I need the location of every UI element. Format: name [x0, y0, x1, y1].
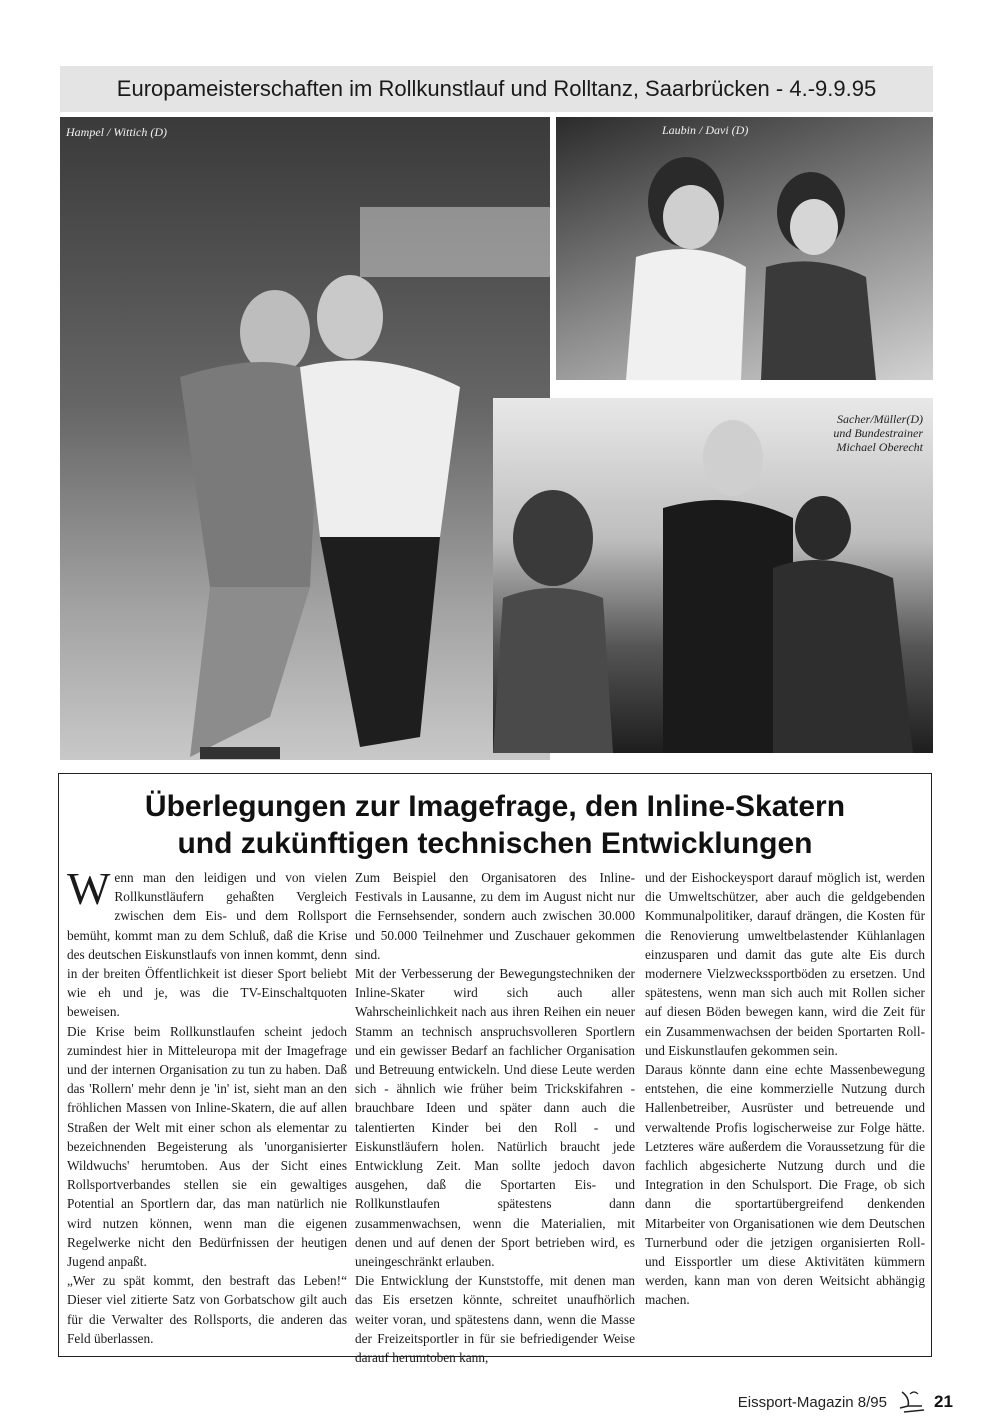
paragraph: Die Entwicklung der Kunststoffe, mit denen man das Eis ersetzen könnte, schreitet unaufhörlich weiter voran, und spätestens dann, wenn die Masse der Freizeitsportler in für sie befriedigender Weise darauf herumtoben kann,	[355, 1273, 635, 1366]
page-title: Europameisterschaften im Rollkunstlauf und Rolltanz, Saarbrücken - 4.-9.9.95	[116, 76, 877, 101]
article-column-2	[355, 868, 635, 1367]
article-column-1	[67, 863, 347, 1348]
photo-sacher-mueller	[493, 398, 933, 753]
paragraph: „Wer zu spät kommt, den bestraft das Leben!“ Dieser viel zitierte Satz von Gorbatschow gilt auch für die Verwalter des Rollsports, die anderen das Feld überlassen.	[67, 1273, 347, 1346]
page-title-banner	[60, 66, 933, 112]
headline-line: und zukünftigen technischen Entwicklungen	[177, 827, 813, 860]
skaters-illustration	[60, 117, 550, 760]
photo-caption: Hampel / Wittich (D)	[66, 125, 167, 139]
article-headline	[59, 788, 931, 862]
caption-line: Sacher/Müller(D)	[837, 412, 923, 426]
photo-laubin-davi	[556, 117, 933, 380]
page-number: 21	[934, 1392, 953, 1411]
headline-line: Überlegungen zur Imagefrage, den Inline-Skatern	[144, 790, 846, 823]
paragraph: Zum Beispiel den Organisatoren des Inline-Festivals in Lausanne, zu dem im August nicht nur die Fernsehsender, sondern auch zwischen 30.000 und 50.000 Teilnehmer und Zuschauer gekommen sind.	[355, 870, 635, 962]
skaters-illustration	[556, 117, 933, 380]
paragraph: Mit der Verbesserung der Bewegungstechniken der Inline-Skater wird sich auch aller Wahrscheinlichkeit nach aus ihren Reihen ein neuer Stamm an technisch anspruchsvolleren Sportlern und ein gewisser Bedarf an fachlicher Organisation und Betreuung entwickeln. Und diese Leute werden sich - ähnlich wie früher beim Trickskifahren - brauchbare Ideen und später dann auch die talentierten Kinder bei den Roll - und Eiskunstläufern holen. Natürlich braucht jede Entwicklung Zeit. Man sollte jedoch davon ausgehen, daß die Sportarten Eis- und Rollkunstlaufen spätestens dann zusammenwachsen, wenn die Materialien, mit denen und auf denen der Sport betrieben wird, es uneingeschränkt erlauben.	[355, 966, 635, 1270]
photo-caption: Laubin / Davi (D)	[662, 123, 749, 137]
photo-caption	[833, 412, 923, 454]
article-column-3	[645, 868, 925, 1310]
paragraph: Wenn man den leidigen und von vielen Rollkunstläufern gehaßten Vergleich zwischen dem Eis- und dem Rollsport bemüht, kommt man zu dem Schluß, daß die Krise des deutschen Eiskunstlaufs von innen kommt, denn in der breiten Öffentlichkeit ist dieser Sport beliebt wie eh und je, was die TV-Einschaltquoten beweisen.	[67, 863, 347, 1020]
paragraph: Daraus könnte dann eine echte Massenbewegung entstehen, die eine kommerzielle Nutzung durch Hallenbetreiber, Ausrüster und betreuende und verwaltende Profis logischerweise zur Folge hätte. Letzteres wäre außerdem die Voraussetzung für die fachlich abgesicherte Nutzung durch und die Integration in den Schulsport. Die Frage, ob sich dann die sportartübergreifend denkenden Mitarbeiter von Organisationen wie dem Deutschen Turnerbund oder die jetzigen organisierten Roll- und Eissportler um diese Aktivitäten kümmern werden, kann man von deren Weitsicht abhängig machen.	[645, 1062, 925, 1308]
paragraph: Die Krise beim Rollkunstlaufen scheint jedoch zumindest hier in Mitteleuropa mit der Imagefrage und der internen Organisation zu tun zu haben. Daß das 'Rollern' mehr denn je 'in' ist, sieht man an den fröhlichen Massen von Inline-Skatern, die auf allen Straßen der Welt mit einer schon als elementar zu bezeichnenden Begeisterung als 'unorganisierter Wildwuchs' herumtoben. Aus der Sicht eines Rollsportverbandes stellen sie ein gewaltiges Potential an Sportlern dar, das man natürlich nie wird nutzen können, wenn man die eigenen Regelwerke nicht den Bedürfnissen der heutigen Jugend anpaßt.	[67, 1023, 347, 1270]
magazine-issue: Eissport-Magazin 8/95	[737, 1394, 887, 1411]
skate-logo-icon	[896, 1388, 926, 1414]
photo-hampel-wittich	[60, 117, 550, 760]
page-footer	[0, 1394, 1000, 1424]
caption-line: und Bundestrainer	[833, 426, 923, 440]
caption-line: Michael Oberecht	[836, 440, 923, 454]
drop-cap: W	[67, 863, 111, 914]
article-box	[58, 773, 932, 1366]
paragraph: und der Eishockeysport darauf möglich ist, werden die Umweltschützer, aber auch die geldgebenden Kommunalpolitiker, darauf drängen, die Kosten für die Renovierung umweltbelastender Kühlanlagen einzusparen und damit das gute alte Eis durch modernere Vielzweckssportböden zu ersetzen. Und spätestens, wenn man sich auch mit Rollen sicher auf diesen Böden bewegen kann, wird die Zeit für ein Zusammenwachsen der beiden Sportarten Roll- und Eiskunstlaufen gekommen sein.	[645, 870, 925, 1058]
